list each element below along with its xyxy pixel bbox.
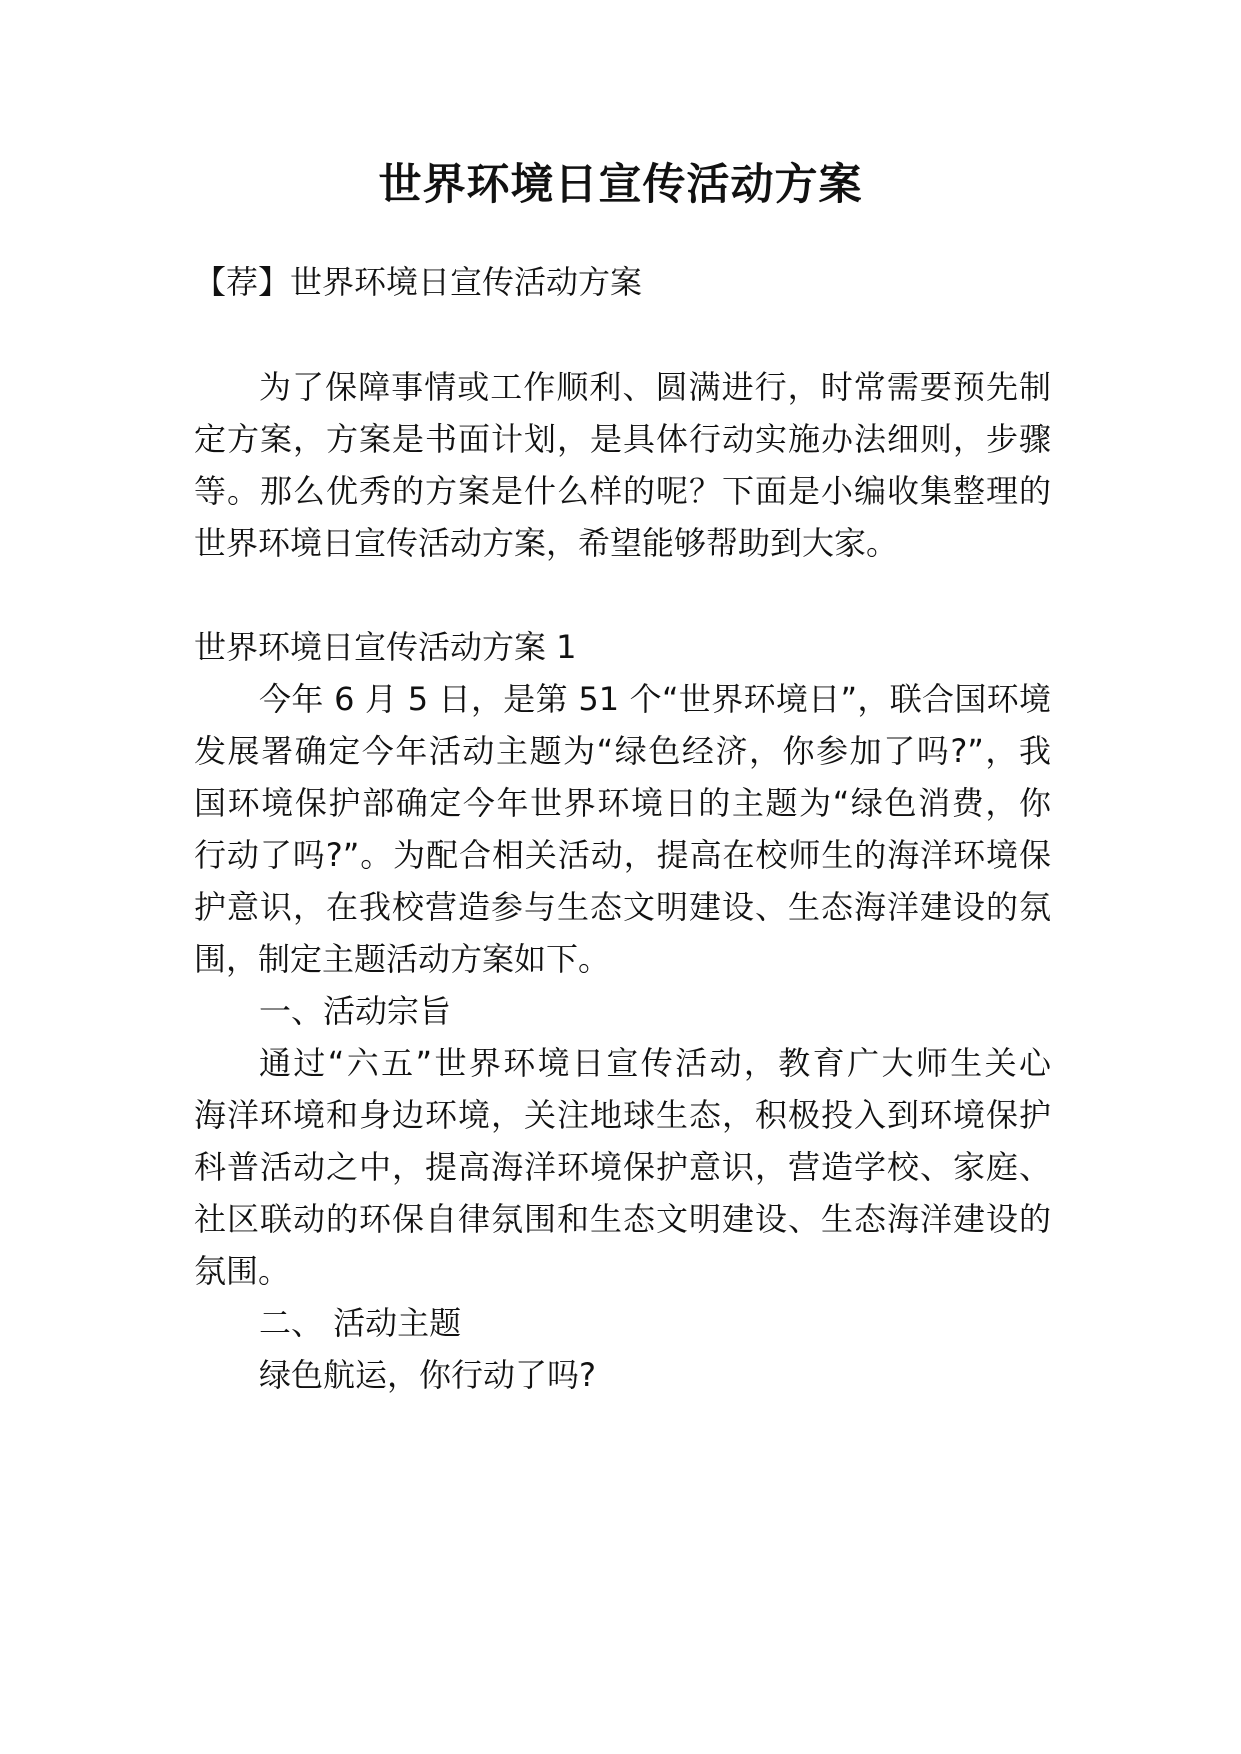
- heading-purpose: 一、活动宗旨: [259, 992, 452, 1030]
- intro-line: 为了保障事情或工作顺利、圆满进行，时常需要预先制: [259, 368, 1051, 406]
- document-subtitle: 【荐】世界环境日宣传活动方案: [194, 263, 643, 301]
- intro-line: 等。那么优秀的方案是什么样的呢？下面是小编收集整理的: [194, 472, 1051, 510]
- paragraph-line: 围，制定主题活动方案如下。: [194, 940, 611, 978]
- paragraph-line: 氛围。: [194, 1252, 291, 1290]
- paragraph-line: 社区联动的环保自律氛围和生态文明建设、生态海洋建设的: [194, 1200, 1051, 1238]
- heading-theme: 二、 活动主题: [259, 1304, 462, 1342]
- paragraph-line: 海洋环境和身边环境，关注地球生态，积极投入到环境保护: [194, 1096, 1051, 1134]
- document-title: 世界环境日宣传活动方案: [378, 160, 863, 210]
- intro-line: 世界环境日宣传活动方案，希望能够帮助到大家。: [194, 524, 899, 562]
- paragraph-line: 国环境保护部确定今年世界环境日的主题为“绿色消费，你: [194, 784, 1051, 822]
- paragraph-line: 通过“六五”世界环境日宣传活动，教育广大师生关心: [259, 1044, 1051, 1082]
- paragraph-line: 行动了吗?”。为配合相关活动，提高在校师生的海洋环境保: [194, 836, 1051, 874]
- section-title: 世界环境日宣传活动方案 1: [194, 628, 577, 666]
- paragraph-line: 今年 6 月 5 日，是第 51 个“世界环境日”，联合国环境: [259, 680, 1051, 718]
- theme-line: 绿色航运，你行动了吗?: [259, 1356, 596, 1394]
- paragraph-line: 发展署确定今年活动主题为“绿色经济，你参加了吗?”，我: [194, 732, 1051, 770]
- paragraph-line: 科普活动之中，提高海洋环境保护意识，营造学校、家庭、: [194, 1148, 1051, 1186]
- paragraph-line: 护意识，在我校营造参与生态文明建设、生态海洋建设的氛: [194, 888, 1051, 926]
- intro-line: 定方案，方案是书面计划，是具体行动实施办法细则，步骤: [194, 420, 1051, 458]
